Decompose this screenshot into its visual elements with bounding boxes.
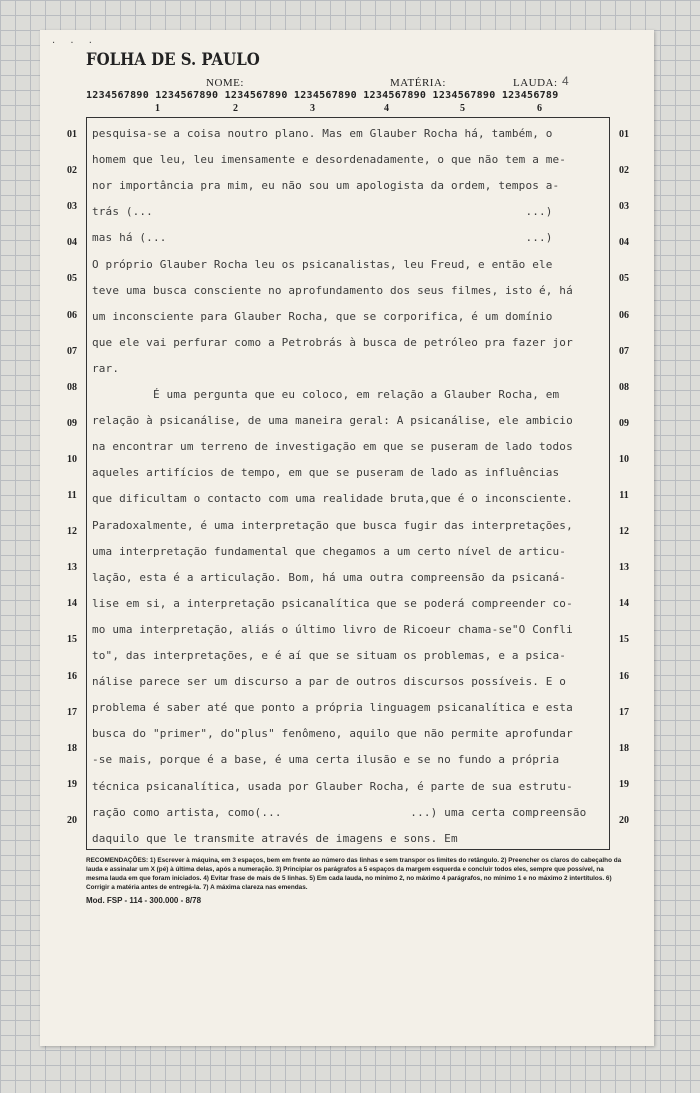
line-number-left: 07	[67, 345, 77, 357]
line-number-right: 08	[619, 381, 629, 393]
line-number-left: 16	[67, 670, 77, 682]
line-number-left: 10	[67, 453, 77, 465]
typed-line: problema é saber até que ponto a própria linguagem psicanalítica e esta	[92, 701, 573, 715]
line-number-left: 17	[67, 706, 77, 718]
typed-line: uma interpretação fundamental que chegamos a um certo nível de articu-	[92, 544, 567, 558]
line-number-left: 14	[67, 598, 77, 610]
typed-line: pesquisa-se a coisa noutro plano. Mas em Glauber Rocha há, também, o	[92, 127, 553, 140]
typed-line: aqueles artifícios de tempo, em que se puseram de lado as influências	[92, 466, 560, 480]
line-number-left: 12	[67, 526, 77, 538]
typed-line: um inconsciente para Glauber Rocha, que se corporifica, é um domínio	[92, 309, 553, 323]
line-number-right: 18	[619, 742, 629, 754]
typed-line: -se mais, porque é a base, é uma certa ilusão e se no fundo a própria	[92, 753, 560, 767]
ruler-column-number: 2	[233, 103, 238, 114]
typed-line: que ele vai perfurar como a Petrobrás à busca de petróleo pra fazer jor	[92, 335, 573, 349]
ruler-column-number: 6	[537, 103, 542, 114]
line-number-right: 07	[619, 345, 629, 357]
ruler-column-number: 4	[384, 103, 389, 114]
typed-line: nálise parece ser um discurso a par de outros discursos possíveis. E o	[92, 675, 567, 689]
line-number-right: 15	[619, 634, 629, 646]
typed-line: técnica psicanalítica, usada por Glauber Rocha, é parte de sua estrutu-	[92, 779, 573, 793]
line-number-right: 11	[619, 490, 629, 501]
typed-line: na encontrar um terreno de investigação em que se puseram de lado todos	[92, 440, 573, 454]
line-number-right: 03	[619, 201, 629, 213]
typed-line: que dificultam o contacto com uma realidade bruta,que é o inconsciente.	[92, 492, 573, 506]
typed-line: lação, esta é a articulação. Bom, há uma outra compreensão da psicaná-	[92, 570, 567, 584]
line-number-right: 14	[619, 598, 629, 610]
line-number-left: 09	[67, 417, 77, 429]
ruler-column-number: 1	[155, 103, 160, 114]
line-number-left: 06	[67, 309, 77, 321]
line-number-right: 13	[619, 562, 629, 574]
typed-manuscript-page	[40, 30, 654, 1046]
lauda-label: LAUDA:	[513, 77, 558, 89]
typed-line: teve uma busca consciente no aprofundamento dos seus filmes, isto é, há	[92, 283, 573, 297]
typed-line: nor importância pra mim, eu não sou um apologista da ordem, tempos a-	[92, 179, 560, 193]
typed-line: daquilo que le transmite através de imagens e sons. Em	[92, 831, 458, 845]
typed-line: ração como artista, como(... ...) uma certa compreensão	[92, 805, 587, 819]
line-number-right: 17	[619, 706, 629, 718]
nome-label: NOME:	[206, 77, 244, 89]
line-number-left: 03	[67, 201, 77, 213]
typed-line: mas há (... ...)	[92, 231, 553, 245]
typed-line: mo uma interpretação, aliás o último livro de Ricoeur chama-se"O Confli	[92, 622, 573, 636]
ruler-column-number: 3	[310, 103, 315, 114]
line-number-right: 09	[619, 417, 629, 429]
line-number-left: 20	[67, 814, 77, 826]
line-number-right: 19	[619, 778, 629, 790]
newspaper-masthead: FOLHA DE S. PAULO	[86, 50, 260, 70]
line-number-right: 12	[619, 526, 629, 538]
character-ruler: 1234567890 1234567890 1234567890 1234567890 1234567890 1234567890 123456789	[86, 90, 559, 101]
line-number-left: 08	[67, 381, 77, 393]
typed-line: to", das interpretações, e é aí que se situam os problemas, e a psica-	[92, 649, 567, 662]
line-number-right: 10	[619, 453, 629, 465]
line-number-right: 01	[619, 129, 629, 140]
typed-line: trás (... ...)	[92, 205, 553, 219]
typed-line: lise em si, a interpretação psicanalítica que se poderá compreender co-	[92, 596, 573, 610]
typed-line: Paradoxalmente, é uma interpretação que busca fugir das interpretações,	[92, 518, 573, 532]
line-number-right: 16	[619, 670, 629, 682]
punch-marks: · · ·	[52, 38, 98, 49]
line-number-left: 01	[67, 129, 77, 140]
line-number-left: 18	[67, 742, 77, 754]
form-code: Mod. FSP - 114 - 300.000 - 8/78	[86, 896, 202, 905]
line-number-left: 11	[67, 490, 77, 501]
line-number-left: 13	[67, 562, 77, 574]
line-number-right: 20	[619, 814, 629, 826]
recommendations-footer: RECOMENDAÇÕES: 1) Escrever à máquina, em 3 espaços, bem em frente ao número das linhas e sem transpor os limites do retângulo. 2) Preencher os claros do cabeçalho da lauda e assinalar um X (pé) à última delas, após a numeração. 3) Principiar os parágrafos a 5 espaços da margem esquerda e concluir todos eles, sempre que possível, na mesma lauda em que foram iniciados. 4) Evitar frase de mais de 5 linhas. 5) Em cada lauda, no mínimo 2, no máximo 4 parágrafos, no mínimo 1 e no máximo 2 intertítulos. 6) Corrigir a matéria antes de entregá-la. 7) A máxima clareza nas emendas.	[86, 857, 622, 891]
ruler-column-number: 5	[460, 103, 465, 114]
typed-line: O próprio Glauber Rocha leu os psicanalistas, leu Freud, e então ele	[92, 257, 553, 271]
lauda-number: 4	[562, 74, 569, 88]
typed-line: relação à psicanálise, de uma maneira geral: A psicanálise, ele ambicio	[92, 414, 573, 428]
line-number-right: 06	[619, 309, 629, 321]
line-number-right: 05	[619, 273, 629, 285]
typed-line: rar.	[92, 361, 120, 375]
line-number-left: 04	[67, 237, 77, 249]
typed-line: homem que leu, leu imensamente e desordenadamente, o que não tem a me-	[92, 153, 567, 167]
line-number-left: 02	[67, 165, 77, 177]
line-number-right: 04	[619, 237, 629, 249]
line-number-left: 15	[67, 634, 77, 646]
line-number-right: 02	[619, 165, 629, 177]
materia-label: MATÉRIA:	[390, 77, 446, 89]
line-number-left: 05	[67, 273, 77, 285]
typed-line: busca do "primer", do"plus" fenômeno, aquilo que não permite aprofundar	[92, 727, 573, 741]
line-number-left: 19	[67, 778, 77, 790]
typed-line: É uma pergunta que eu coloco, em relação a Glauber Rocha, em	[92, 388, 560, 401]
